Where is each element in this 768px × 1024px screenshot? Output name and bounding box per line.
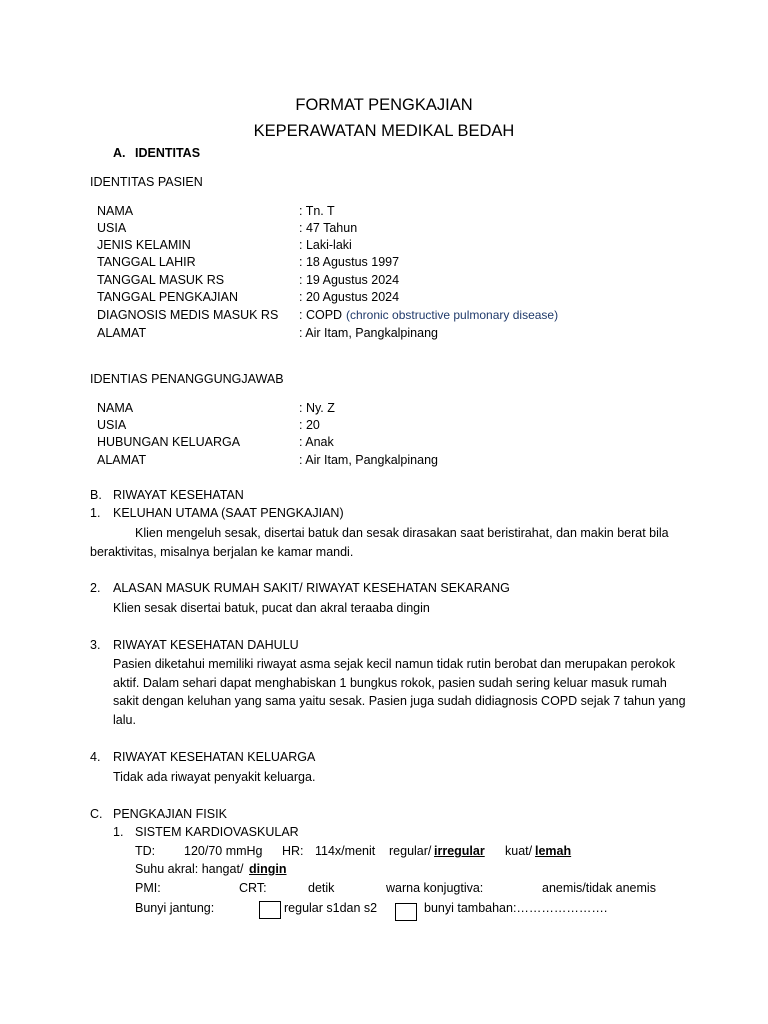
guardian-label-alamat: ALAMAT: [97, 453, 147, 467]
pmi-label: PMI:: [135, 881, 161, 895]
patient-label-nama: NAMA: [97, 204, 134, 218]
section-a-heading: IDENTITAS: [135, 146, 201, 160]
td-value: 120/70 mmHg: [184, 844, 263, 858]
hr-label: HR:: [282, 844, 304, 858]
guardian-value-nama: : Ny. Z: [299, 401, 335, 415]
guardian-label-hubungan: HUBUNGAN KELUARGA: [97, 435, 241, 449]
guardian-label-usia: USIA: [97, 418, 127, 432]
section-b-heading: RIWAYAT KESEHATAN: [113, 488, 244, 502]
guardian-value-usia: : 20: [299, 418, 320, 432]
b1-number: 1.: [90, 506, 101, 520]
patient-value-diagnosis: : COPD: [299, 308, 343, 322]
guardian-value-alamat: : Air Itam, Pangkalpinang: [299, 453, 438, 467]
b2-heading: ALASAN MASUK RUMAH SAKIT/ RIWAYAT KESEHATAN SEKARANG: [113, 581, 510, 595]
b3-text: Pasien diketahui memiliki riwayat asma sejak kecil namun tidak rutin berobat dan merupakan perokok aktif. Dalam sehari dapat menghabiskan 1 bungkus rokok, pasien sudah sering keluar masuk rumah sakit dengan keluhan yang sama yaitu sesak. Pasien juga sudah didiagnosis COPD sejak 7 tahun yang lalu.: [113, 657, 686, 727]
section-c-heading: PENGKAJIAN FISIK: [113, 807, 227, 821]
guardian-label-nama: NAMA: [97, 401, 134, 415]
hr-value: 114x/menit: [315, 844, 376, 858]
anemis-options: anemis/tidak anemis: [542, 881, 656, 895]
b1-text: Klien mengeluh sesak, disertai batuk dan sesak dirasakan saat beristirahat, dan makin berat bila beraktivitas, misalnya berjalan ke kamar mandi.: [90, 526, 669, 559]
patient-diagnosis-extra: (chronic obstructive pulmonary disease): [346, 308, 559, 322]
patient-value-tanggal-pengkajian: : 20 Agustus 2024: [299, 290, 400, 304]
b2-text: Klien sesak disertai batuk, pucat dan akral teraaba dingin: [113, 601, 430, 615]
c1-heading: SISTEM KARDIOVASKULAR: [135, 825, 299, 839]
patient-label-alamat: ALAMAT: [97, 326, 147, 340]
crt-label: CRT:: [239, 881, 267, 895]
patient-value-usia: : 47 Tahun: [299, 221, 358, 235]
b4-number: 4.: [90, 750, 101, 764]
bunyi-jantung-label: Bunyi jantung:: [135, 901, 215, 915]
section-a-letter: A.: [113, 146, 126, 160]
konjungtiva-label: warna konjugtiva:: [386, 881, 484, 895]
irregular-selected: irregular: [434, 844, 485, 858]
detik-label: detik: [308, 881, 335, 895]
b2-number: 2.: [90, 581, 101, 595]
guardian-value-hubungan: : Anak: [299, 435, 334, 449]
b3-heading: RIWAYAT KESEHATAN DAHULU: [113, 638, 299, 652]
regular-label: regular/: [389, 844, 432, 858]
patient-value-tanggal-lahir: : 18 Agustus 1997: [299, 255, 400, 269]
b4-text: Tidak ada riwayat penyakit keluarga.: [113, 770, 316, 784]
patient-heading: IDENTITAS PASIEN: [90, 175, 203, 189]
section-b-letter: B.: [90, 488, 102, 502]
regular-s1s2-checkbox[interactable]: [259, 901, 281, 919]
bunyi-tambahan-checkbox[interactable]: [395, 903, 417, 921]
patient-value-jenis-kelamin: : Laki-laki: [299, 238, 352, 252]
bunyi-tambahan-label: bunyi tambahan:………………….: [424, 901, 608, 915]
patient-label-tanggal-lahir: TANGGAL LAHIR: [97, 255, 196, 269]
patient-label-jenis-kelamin: JENIS KELAMIN: [97, 238, 191, 252]
b1-heading: KELUHAN UTAMA (SAAT PENGKAJIAN): [113, 506, 344, 520]
dingin-selected: dingin: [249, 862, 287, 876]
document-title-line2: KEPERAWATAN MEDIKAL BEDAH: [253, 122, 515, 140]
patient-value-nama: : Tn. T: [299, 204, 335, 218]
patient-label-usia: USIA: [97, 221, 127, 235]
document-title-line1: FORMAT PENGKAJIAN: [295, 96, 473, 114]
lemah-selected: lemah: [535, 844, 572, 858]
suhu-akral-label: Suhu akral: hangat/: [135, 862, 244, 876]
patient-value-alamat: : Air Itam, Pangkalpinang: [299, 326, 438, 340]
td-label: TD:: [135, 844, 156, 858]
patient-label-tanggal-masuk: TANGGAL MASUK RS: [97, 273, 225, 287]
b4-heading: RIWAYAT KESEHATAN KELUARGA: [113, 750, 316, 764]
guardian-heading: IDENTIAS PENANGGUNGJAWAB: [90, 372, 284, 386]
regular-s1s2-label: regular s1dan s2: [284, 901, 378, 915]
patient-label-diagnosis: DIAGNOSIS MEDIS MASUK RS: [97, 308, 279, 322]
patient-label-tanggal-pengkajian: TANGGAL PENGKAJIAN: [97, 290, 239, 304]
section-c-letter: C.: [90, 807, 103, 821]
b3-number: 3.: [90, 638, 101, 652]
kuat-label: kuat/: [505, 844, 533, 858]
c1-number: 1.: [113, 825, 124, 839]
patient-value-tanggal-masuk: : 19 Agustus 2024: [299, 273, 400, 287]
